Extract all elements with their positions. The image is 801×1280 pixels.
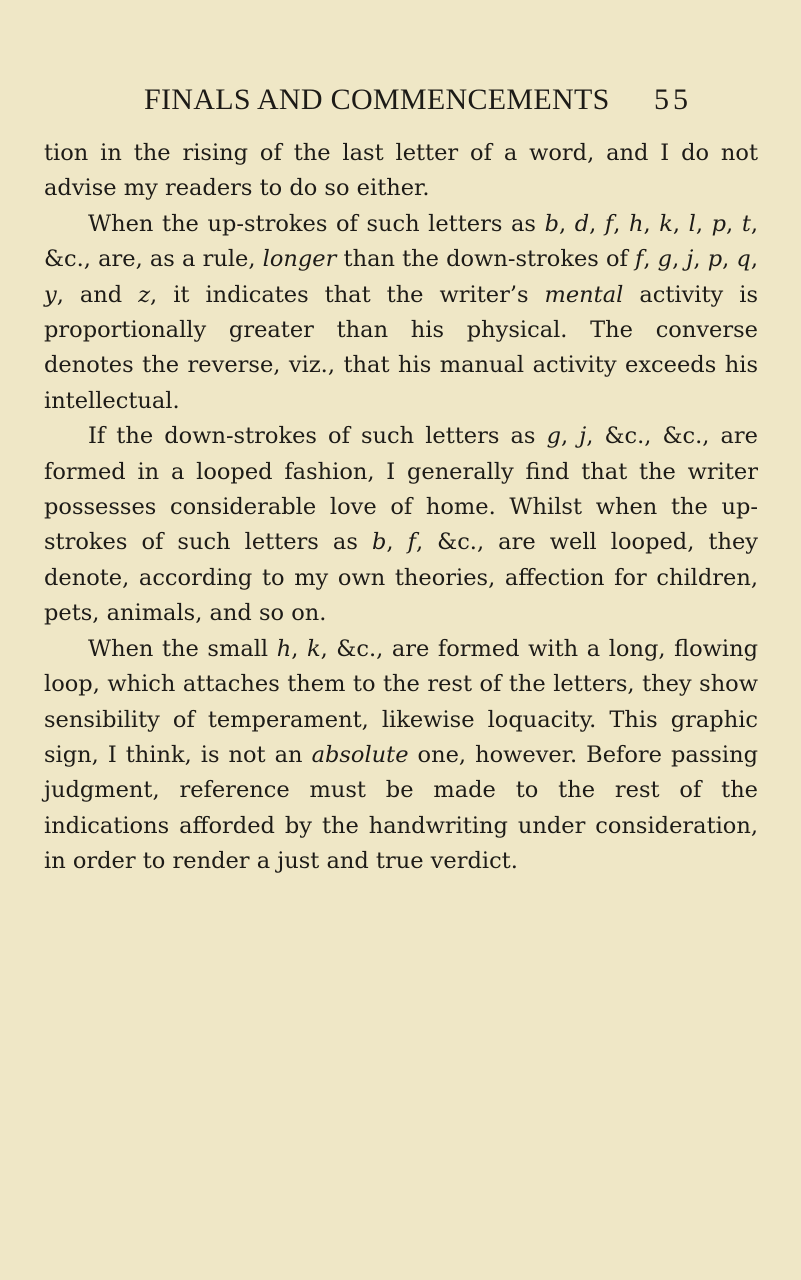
text-run: ,	[560, 423, 580, 450]
text-run: ,	[558, 210, 575, 237]
text-run: , &c., are well looped, they denote, according to my own theories, affection for children, pets, animals, and so on.	[44, 529, 758, 627]
text-run: ,	[643, 246, 658, 273]
italic-text: z	[138, 281, 151, 308]
italic-text: t	[741, 210, 751, 237]
text-run: ,	[693, 246, 708, 273]
text-run: When the small	[88, 635, 277, 662]
text-run: ,	[695, 210, 712, 237]
italic-text: f	[635, 246, 644, 273]
italic-text: g	[657, 246, 673, 273]
chapter-title: FINALS AND COMMENCEMENTS	[144, 83, 610, 116]
italic-text: q	[736, 246, 751, 273]
text-run: , it indicates that the writer’s	[150, 281, 545, 308]
italic-text: f	[407, 529, 416, 556]
italic-text: j	[579, 423, 587, 450]
paragraph	[44, 207, 758, 419]
text-run: , and	[56, 281, 139, 308]
text-run: one, however. Before passing judgment, reference must be made to the rest of the indications afforded by the handwriting under consideration, in order to render a just and true verdict.	[44, 741, 759, 875]
text-run: When the up-strokes of such letters as	[88, 210, 545, 237]
body-text	[44, 136, 758, 880]
text-run: , &c., are formed with a long, flowing loop, which attaches them to the rest of the letters, they show sensibility of temperament, likewise loquacity. This graphic sign, I think, is not an	[44, 635, 758, 768]
italic-text: longer	[262, 246, 337, 273]
paragraph	[44, 632, 758, 880]
text-run: ,	[589, 210, 605, 237]
italic-text: h	[629, 210, 644, 237]
italic-text: f	[604, 210, 614, 237]
italic-text: absolute	[311, 741, 409, 768]
italic-text: p	[711, 210, 727, 237]
text-run: ,	[386, 529, 408, 556]
text-run: If the down-strokes of such letters as	[88, 423, 547, 450]
text-run: , &c., are, as a rule,	[44, 210, 759, 273]
italic-text: k	[306, 635, 321, 662]
italic-text: h	[276, 635, 292, 662]
italic-text: k	[659, 210, 673, 237]
italic-text: mental	[544, 281, 624, 308]
italic-text: j	[686, 246, 694, 273]
paragraph	[44, 419, 758, 631]
italic-text: b	[371, 529, 387, 556]
text-run: ,	[750, 246, 758, 273]
text-run: ,	[726, 210, 742, 237]
text-run: ,	[672, 246, 687, 273]
text-run: tion in the rising of the last letter of a word, and I do not advise my readers to do so either.	[44, 140, 758, 202]
text-run: activity is proportionally greater than his physical. The converse denotes the reverse, viz., that his manual activity exceeds his intellectual.	[44, 281, 758, 414]
italic-text: y	[44, 281, 57, 308]
text-run: ,	[722, 246, 737, 273]
text-run: than the down-strokes of	[336, 246, 636, 273]
text-run: , &c., &c., are formed in a looped fashion, I generally find that the writer possesses considerable love of home. Whilst when the up-strokes of such letters as	[44, 423, 758, 556]
paragraph	[44, 136, 758, 207]
text-run: ,	[643, 210, 660, 237]
running-head	[0, 82, 801, 118]
text-run: ,	[672, 210, 689, 237]
italic-text: l	[688, 210, 696, 237]
italic-text: g	[546, 423, 561, 450]
text-run: ,	[613, 210, 629, 237]
italic-text: d	[574, 210, 590, 237]
italic-text: p	[707, 246, 723, 273]
page-number: 55	[654, 83, 692, 116]
text-run: ,	[291, 635, 307, 662]
italic-text: b	[544, 210, 559, 237]
